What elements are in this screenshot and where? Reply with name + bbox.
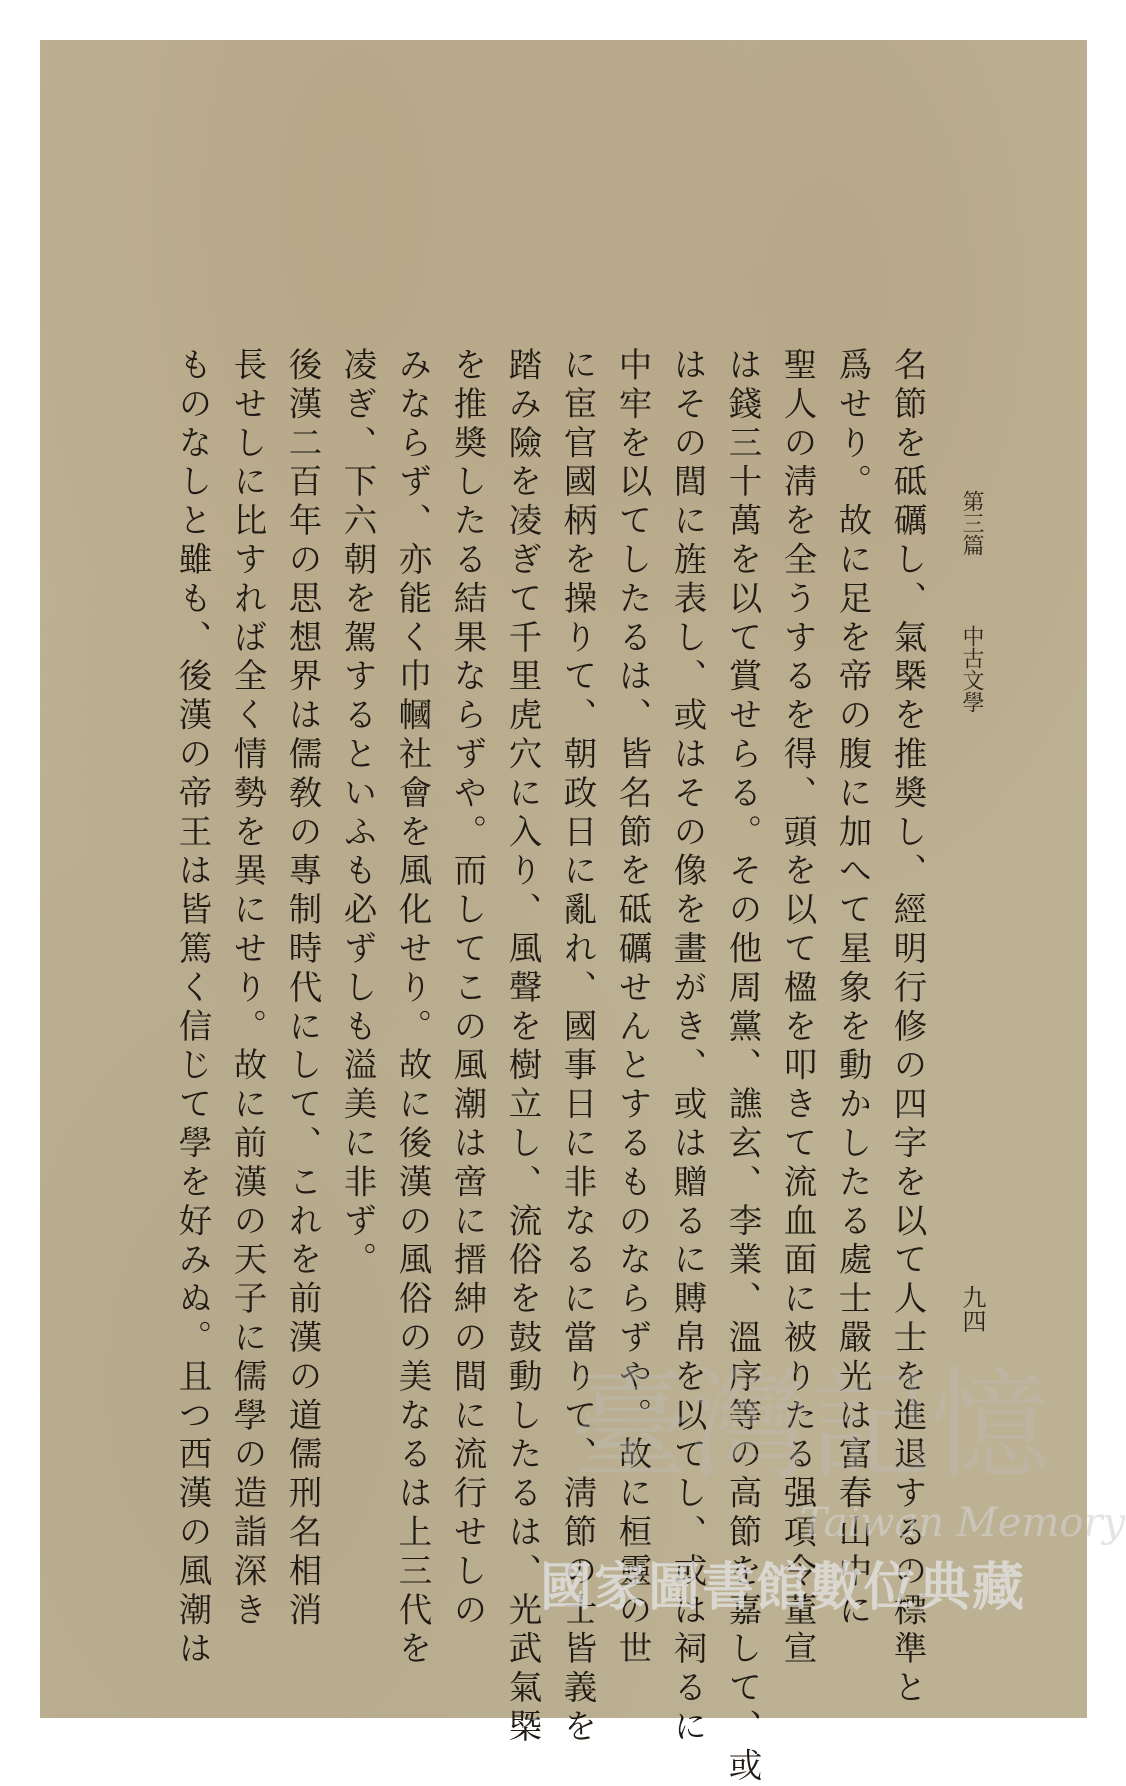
text-column: 爲せり。故に足を帝の腹に加へて星象を動かしたる處士嚴光は富春山中に (833, 347, 872, 1631)
text-column: はその閭に旌表し、或はその像を畫がき、或は贈るに賻帛を以てし、或は祠るに (668, 347, 707, 1748)
text-column: 中牢を以てしたるは、皆名節を砥礪せんとするものならずや。故に桓靈の世 (613, 347, 652, 1670)
watermark-emblem: 臺灣記憶 (570, 1357, 1050, 1496)
text-column: 踏み險を凌ぎて千里虎穴に入り、風聲を樹立し、流俗を鼓動したるは、光武氣槩 (503, 347, 542, 1748)
chapter-title: 中古文學 (959, 625, 984, 713)
text-column: 長せしに比すれば全く情勢を異にせり。故に前漢の天子に儒學の造詣深き (228, 347, 267, 1631)
page-number: 九四 (958, 1285, 986, 1333)
section-heading: 第三篇 (959, 490, 984, 556)
text-column: 後漢二百年の思想界は儒敎の專制時代にして、これを前漢の道儒刑名相消 (283, 347, 322, 1631)
text-column: ものなしと雖も、後漢の帝王は皆篤く信じて學を好みぬ。且つ西漢の風潮は (173, 347, 212, 1670)
text-column: を推奬したる結果ならずや。而してこの風潮は啻に搢紳の間に流行せしの (448, 347, 487, 1631)
watermark-text: 國家圖書館數位典藏 (540, 1558, 1027, 1618)
scanned-book-page (40, 40, 1126, 1786)
text-column: 名節を砥礪し、氣槩を推奬し、經明行修の四字を以て人士を進退するの標準と (888, 347, 927, 1709)
watermark-english: Taiwan Memory (800, 1500, 1126, 1546)
text-column: みならず、亦能く巾幗社會を風化せり。故に後漢の風俗の美なるは上三代を (393, 347, 432, 1670)
text-column: 凌ぎ、下六朝を駕するといふも必ずしも溢美に非ず。 (338, 347, 377, 1281)
text-column: に宦官國柄を操りて、朝政日に亂れ、國事日に非なるに當りて、淸節の士皆義を (558, 347, 597, 1748)
text-column: は錢三十萬を以て賞せらる。その他周黨、譙玄、李業、溫序等の高節を嘉して、或 (723, 347, 762, 1786)
text-column: 聖人の淸を全うするを得、頭を以て楹を叩きて流血面に被りたる强項令董宣 (778, 347, 817, 1670)
